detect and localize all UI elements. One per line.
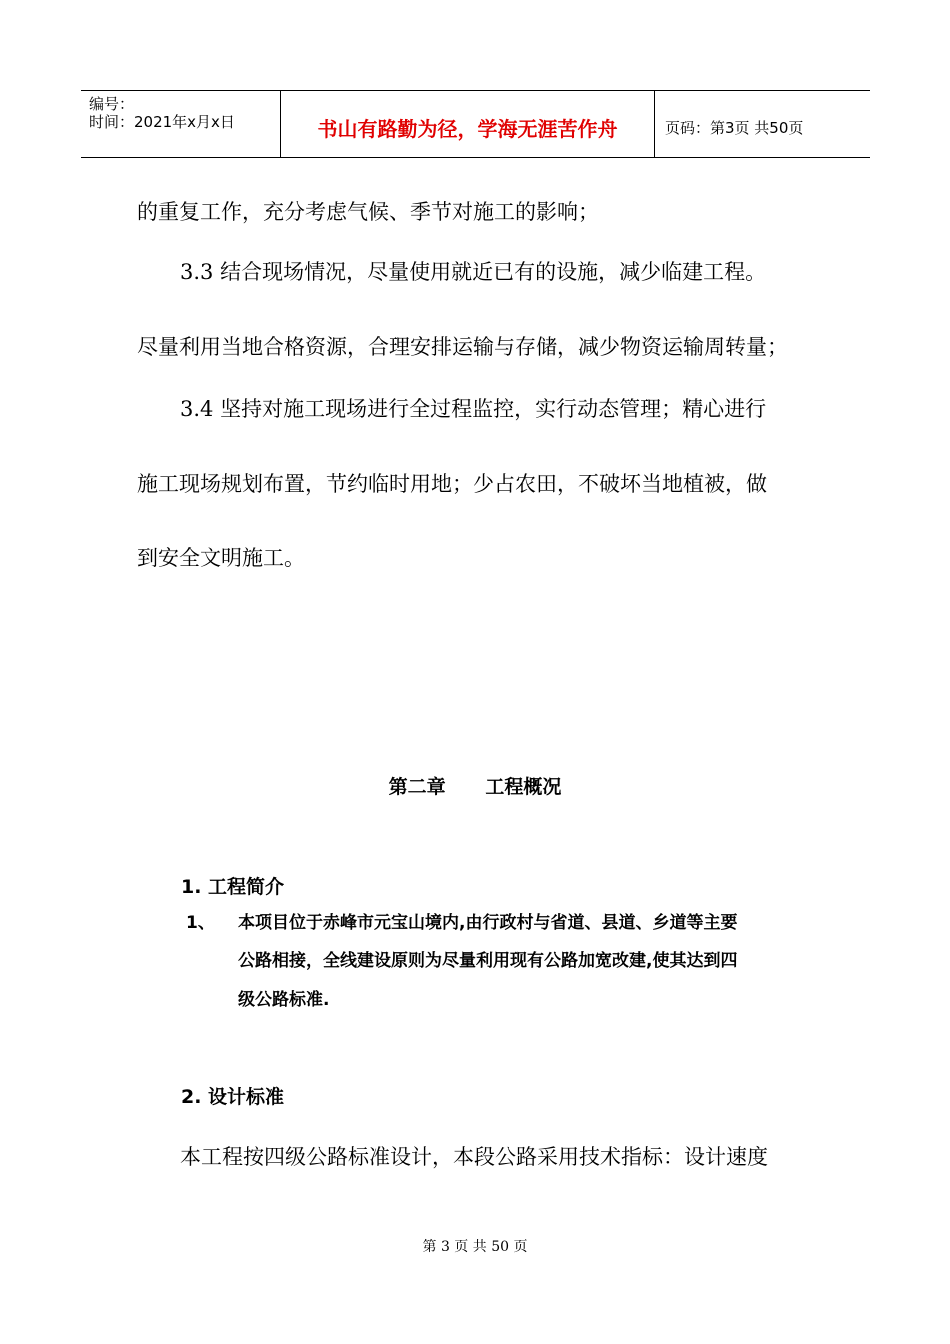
- header-motto: 书山有路勤为径，学海无涯苦作舟: [317, 117, 618, 141]
- body-line-4: 3.4 坚持对施工现场进行全过程监控，实行动态管理；精心进行: [180, 397, 767, 421]
- body-line-1: 的重复工作，充分考虑气候、季节对施工的影响；: [137, 200, 599, 224]
- section1-line-3: 级公路标准.: [238, 990, 330, 1010]
- document-header: [81, 90, 870, 158]
- document-time-label: 时间：2021年x月x日: [89, 113, 235, 131]
- body-line-5: 施工现场规划布置，节约临时用地；少占农田，不破坏当地植被，做: [137, 472, 767, 496]
- chapter-title: 第二章 工程概况: [388, 776, 562, 798]
- header-page-cell: [655, 91, 870, 157]
- section1-line-1: 本项目位于赤峰市元宝山境内,由行政村与省道、县道、乡道等主要: [238, 913, 738, 933]
- body-line-6: 到安全文明施工。: [137, 546, 305, 570]
- header-motto-cell: [281, 91, 655, 157]
- header-meta-cell: [81, 91, 281, 157]
- body-line-2: 3.3 结合现场情况，尽量使用就近已有的设施，减少临建工程。: [180, 260, 767, 284]
- section2-line-1: 本工程按四级公路标准设计，本段公路采用技术指标：设计速度: [180, 1145, 768, 1169]
- section1-line-2: 公路相接，全线建设原则为尽量利用现有公路加宽改建,使其达到四: [238, 951, 738, 971]
- document-number-label: 编号：: [89, 95, 135, 113]
- body-line-3: 尽量利用当地合格资源，合理安排运输与存储，减少物资运输周转量；: [137, 335, 788, 359]
- header-page-info: 页码：第3页 共50页: [665, 119, 804, 137]
- list-item-marker: 1、: [186, 913, 215, 933]
- section-heading-2: 2. 设计标准: [181, 1086, 285, 1108]
- section-heading-1: 1. 工程简介: [181, 876, 285, 898]
- page-footer: 第 3 页 共 50 页: [422, 1239, 528, 1255]
